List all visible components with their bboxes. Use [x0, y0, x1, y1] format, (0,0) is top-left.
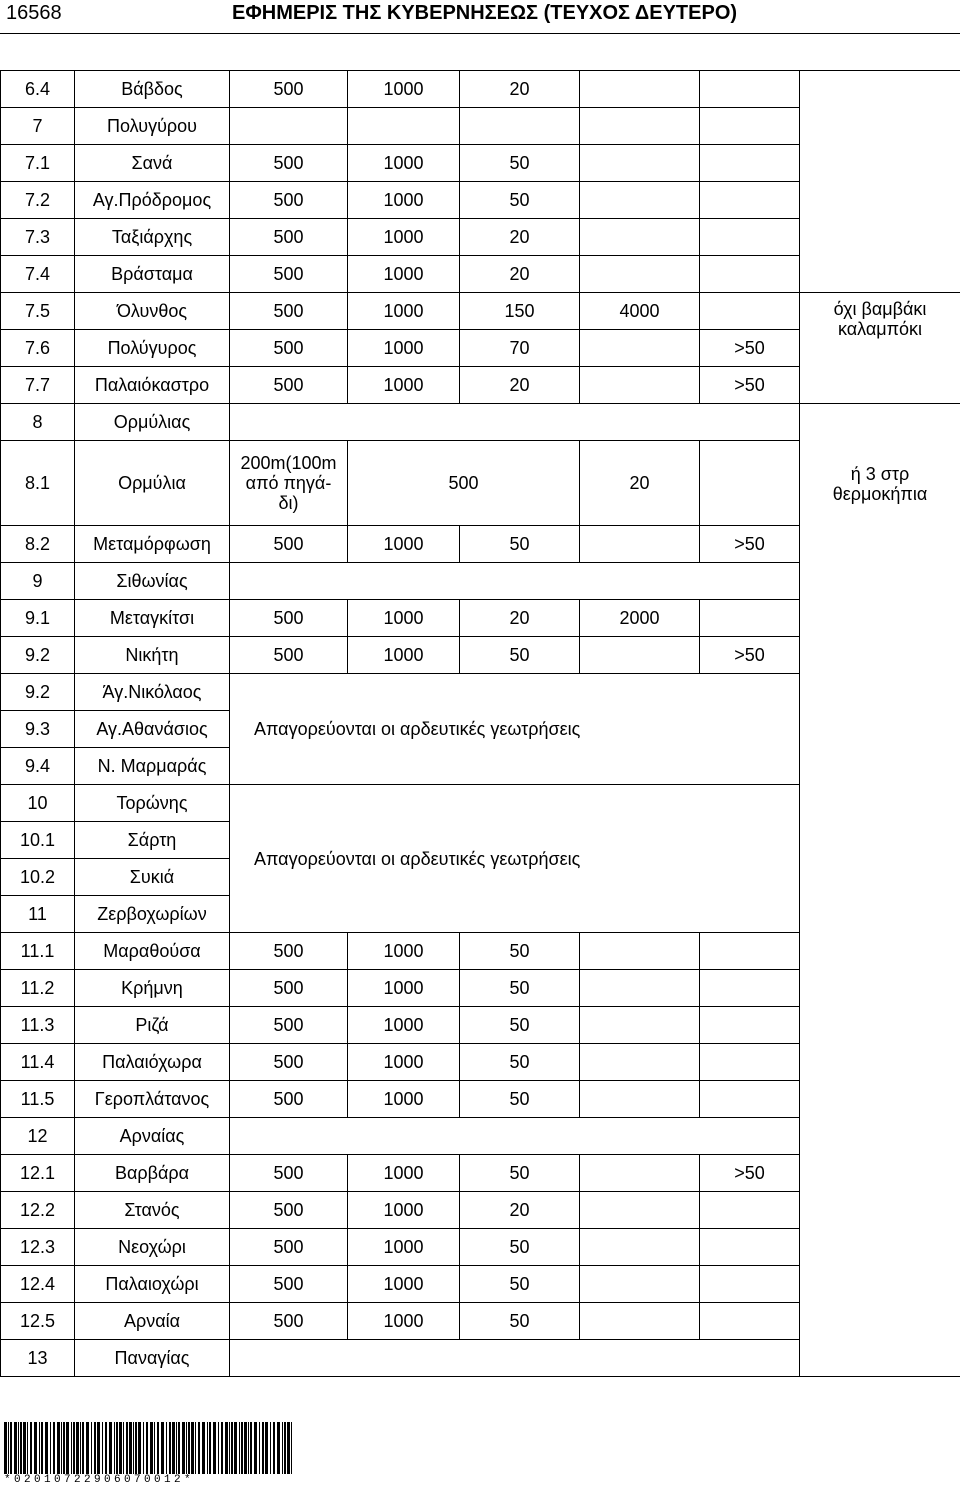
barcode-bar — [209, 1422, 211, 1474]
cell-no: 10 — [1, 785, 75, 822]
cell-c2: 1000 — [348, 1007, 460, 1044]
barcode-bar — [218, 1422, 219, 1474]
cell-c1: 500 — [230, 1229, 348, 1266]
cell-c4 — [580, 526, 700, 563]
cell-c5 — [700, 1007, 800, 1044]
cell-c4 — [580, 1081, 700, 1118]
barcode-bar — [265, 1422, 268, 1474]
note-line: ή 3 στρ — [850, 464, 910, 484]
cell-name: Τορώνης — [75, 785, 230, 822]
barcode-bar — [259, 1422, 260, 1474]
cell-name: Μεταγκίτσι — [75, 600, 230, 637]
cell-name: Ορμύλια — [75, 441, 230, 526]
cell-no: 7.1 — [1, 145, 75, 182]
cell-c1: 500 — [230, 367, 348, 404]
cell-c1: 500 — [230, 1155, 348, 1192]
cell-c4 — [580, 1266, 700, 1303]
cell-c2: 1000 — [348, 330, 460, 367]
cell-no: 11 — [1, 896, 75, 933]
barcode — [4, 1422, 296, 1474]
cell-c2: 1000 — [348, 1155, 460, 1192]
cell-no: 7.7 — [1, 367, 75, 404]
barcode-bar — [287, 1422, 290, 1474]
cell-line: δι) — [278, 493, 299, 513]
cell-c1: 500 — [230, 600, 348, 637]
barcode-bar — [143, 1422, 144, 1474]
table-row — [1, 404, 960, 441]
barcode-bar — [262, 1422, 264, 1474]
barcode-bar — [94, 1422, 96, 1474]
cell-c5 — [700, 108, 800, 145]
cell-c5 — [700, 600, 800, 637]
cell-name: Παλαιόχωρα — [75, 1044, 230, 1081]
cell-name: Ορμύλιας — [75, 404, 230, 441]
cell-c1: 500 — [230, 145, 348, 182]
cell-c2: 1000 — [348, 637, 460, 674]
cell-no: 12.4 — [1, 1266, 75, 1303]
cell-c1 — [230, 108, 348, 145]
cell-c5 — [700, 1266, 800, 1303]
cell-no: 9.2 — [1, 637, 75, 674]
cell-line: 200m(100m — [240, 453, 337, 473]
barcode-bar — [207, 1422, 208, 1474]
cell-c3: 20 — [460, 256, 580, 293]
barcode-bar — [234, 1422, 237, 1474]
cell-c5: >50 — [700, 367, 800, 404]
cell-c2: 1000 — [348, 600, 460, 637]
cell-name: Σιθωνίας — [75, 563, 230, 600]
note-ormylia — [800, 404, 960, 1377]
cell-c1: 500 — [230, 1044, 348, 1081]
barcode-bar — [109, 1422, 112, 1474]
cell-no: 11.1 — [1, 933, 75, 970]
barcode-bar — [161, 1422, 164, 1474]
barcode-bar — [129, 1422, 132, 1474]
cell-name: Αγ.Πρόδρομος — [75, 182, 230, 219]
cell-c3 — [460, 108, 580, 145]
cell-c1: 500 — [230, 256, 348, 293]
cell-c4 — [580, 1007, 700, 1044]
cell-c2: 1000 — [348, 970, 460, 1007]
cell-c5: >50 — [700, 526, 800, 563]
cell-name: Ριζά — [75, 1007, 230, 1044]
cell-name: Άγ.Νικόλαος — [75, 674, 230, 711]
barcode-bar — [61, 1422, 62, 1474]
cell-name: Συκιά — [75, 859, 230, 896]
note-line: καλαμπόκι — [837, 319, 923, 339]
cell-c1: 500 — [230, 219, 348, 256]
wells-table — [0, 70, 960, 1377]
barcode-bar — [176, 1422, 177, 1474]
barcode-bar — [202, 1422, 205, 1474]
barcode-bar — [57, 1422, 60, 1474]
barcode-bar — [119, 1422, 122, 1474]
barcode-bar — [50, 1422, 51, 1474]
barcode-bar — [10, 1422, 12, 1474]
cell-no: 12.2 — [1, 1192, 75, 1229]
cell-name: Βράσταμα — [75, 256, 230, 293]
cell-c3: 20 — [460, 71, 580, 108]
cell-c4: 20 — [580, 441, 700, 526]
cell-empty — [230, 563, 800, 600]
cell-c1: 500 — [230, 293, 348, 330]
cell-name: Αγ.Αθανάσιος — [75, 711, 230, 748]
cell-c1: 500 — [230, 637, 348, 674]
barcode-bar — [66, 1422, 69, 1474]
barcode-bar — [82, 1422, 84, 1474]
barcode-bar — [213, 1422, 216, 1474]
cell-no: 8.2 — [1, 526, 75, 563]
cell-c5: >50 — [700, 637, 800, 674]
barcode-bar — [270, 1422, 271, 1474]
cell-c5: >50 — [700, 1155, 800, 1192]
ban-notice-1: Απαγορεύονται οι αρδευτικές γεωτρήσεις — [230, 674, 800, 785]
cell-c2: 1000 — [348, 933, 460, 970]
cell-line: από πηγά- — [245, 473, 332, 493]
cell-empty — [230, 1118, 800, 1155]
barcode-bar — [291, 1422, 292, 1474]
barcode-bar — [30, 1422, 32, 1474]
cell-c4 — [580, 1044, 700, 1081]
cell-c3: 20 — [460, 219, 580, 256]
barcode-bar — [254, 1422, 257, 1474]
barcode-bar — [195, 1422, 196, 1474]
cell-c2: 1000 — [348, 1266, 460, 1303]
cell-c3: 50 — [460, 182, 580, 219]
cell-name: Σανά — [75, 145, 230, 182]
barcode-bar — [221, 1422, 223, 1474]
cell-c1: 500 — [230, 1192, 348, 1229]
cell-c4 — [580, 71, 700, 108]
cell-no: 9.4 — [1, 748, 75, 785]
barcode-bar — [73, 1422, 75, 1474]
barcode-bar — [63, 1422, 65, 1474]
barcode-bar — [45, 1422, 48, 1474]
barcode-bar — [198, 1422, 200, 1474]
cell-c1: 500 — [230, 71, 348, 108]
cell-c2: 1000 — [348, 1229, 460, 1266]
barcode-bar — [123, 1422, 124, 1474]
cell-c3: 50 — [460, 1044, 580, 1081]
cell-no: 11.4 — [1, 1044, 75, 1081]
cell-c4 — [580, 933, 700, 970]
cell-c1: 500 — [230, 970, 348, 1007]
cell-name: Βάβδος — [75, 71, 230, 108]
barcode-bar — [14, 1422, 17, 1474]
ban-notice-2: Απαγορεύονται οι αρδευτικές γεωτρήσεις — [230, 785, 800, 933]
cell-c2: 1000 — [348, 1303, 460, 1340]
barcode-bar — [248, 1422, 249, 1474]
barcode-bar — [114, 1422, 115, 1474]
cell-c5 — [700, 71, 800, 108]
cell-c4: 2000 — [580, 600, 700, 637]
barcode-bar — [34, 1422, 37, 1474]
cell-no: 7.6 — [1, 330, 75, 367]
barcode-bar — [244, 1422, 247, 1474]
cell-c2: 1000 — [348, 526, 460, 563]
cell-no: 11.5 — [1, 1081, 75, 1118]
barcode-bar — [27, 1422, 28, 1474]
cell-c4 — [580, 1192, 700, 1229]
cell-c5 — [700, 1303, 800, 1340]
cell-c5 — [700, 1081, 800, 1118]
cell-no: 10.2 — [1, 859, 75, 896]
barcode-bar — [18, 1422, 19, 1474]
barcode-bar — [102, 1422, 103, 1474]
cell-no: 12.5 — [1, 1303, 75, 1340]
cell-c4 — [580, 637, 700, 674]
cell-c2: 1000 — [348, 145, 460, 182]
barcode-bar — [135, 1422, 137, 1474]
cell-name: Στανός — [75, 1192, 230, 1229]
cell-c3: 50 — [460, 1303, 580, 1340]
barcode-bar — [231, 1422, 233, 1474]
cell-c3: 50 — [460, 1155, 580, 1192]
cell-name: Σάρτη — [75, 822, 230, 859]
cell-c1: 500 — [230, 526, 348, 563]
barcode-bar — [41, 1422, 43, 1474]
cell-c3: 50 — [460, 1266, 580, 1303]
cell-c1: 500 — [230, 1303, 348, 1340]
barcode-bar — [80, 1422, 81, 1474]
table-row — [1, 71, 960, 108]
barcode-digits: *02010722906070012* — [4, 1474, 195, 1486]
barcode-bar — [23, 1422, 26, 1474]
cell-name: Βαρβάρα — [75, 1155, 230, 1192]
cell-empty — [230, 404, 800, 441]
cell-no: 12.3 — [1, 1229, 75, 1266]
cell-empty — [230, 1340, 800, 1377]
cell-c2: 1000 — [348, 367, 460, 404]
header-rule — [0, 33, 960, 34]
cell-name: Γεροπλάτανος — [75, 1081, 230, 1118]
cell-c4 — [580, 1303, 700, 1340]
cell-no: 11.2 — [1, 970, 75, 1007]
cell-c1: 500 — [230, 1081, 348, 1118]
cell-no: 10.1 — [1, 822, 75, 859]
cell-c4 — [580, 182, 700, 219]
cell-c1: 500 — [230, 1266, 348, 1303]
barcode-bar — [186, 1422, 187, 1474]
cell-c5 — [700, 1229, 800, 1266]
cell-name: Ζερβοχωρίων — [75, 896, 230, 933]
cell-no: 9.2 — [1, 674, 75, 711]
note-line: όχι βαμβάκι — [833, 299, 927, 319]
cell-no: 7.3 — [1, 219, 75, 256]
cell-c4 — [580, 1155, 700, 1192]
cell-c3: 50 — [460, 1007, 580, 1044]
barcode-bar — [97, 1422, 100, 1474]
cell-c2: 1000 — [348, 256, 460, 293]
barcode-bar — [86, 1422, 89, 1474]
cell-c2: 1000 — [348, 182, 460, 219]
barcode-bar — [188, 1422, 190, 1474]
cell-c3: 20 — [460, 600, 580, 637]
barcode-bar — [126, 1422, 128, 1474]
cell-c5 — [700, 182, 800, 219]
cell-no: 6.4 — [1, 71, 75, 108]
cell-c1: 500 — [230, 1007, 348, 1044]
cell-c5 — [700, 1044, 800, 1081]
cell-empty — [700, 441, 960, 526]
barcode-bar — [182, 1422, 185, 1474]
cell-no: 8 — [1, 404, 75, 441]
cell-name: Μαραθούσα — [75, 933, 230, 970]
cell-name: Ν. Μαρμαράς — [75, 748, 230, 785]
cell-c3: 50 — [460, 1081, 580, 1118]
cell-c3: 50 — [460, 526, 580, 563]
cell-c5 — [700, 1192, 800, 1229]
cell-no: 13 — [1, 1340, 75, 1377]
cell-c4 — [580, 330, 700, 367]
cell-c3: 50 — [460, 637, 580, 674]
cell-name: Όλυνθος — [75, 293, 230, 330]
cell-c5 — [700, 145, 800, 182]
cell-no: 7.5 — [1, 293, 75, 330]
table-row — [1, 293, 960, 330]
barcode-bar — [225, 1422, 228, 1474]
table-row — [1, 441, 960, 526]
cell-no: 7.2 — [1, 182, 75, 219]
cell-name: Νεοχώρι — [75, 1229, 230, 1266]
cell-c4 — [580, 219, 700, 256]
cell-c2: 1000 — [348, 71, 460, 108]
cell-no: 9.3 — [1, 711, 75, 748]
cell-name: Αρναίας — [75, 1118, 230, 1155]
barcode-bar — [250, 1422, 252, 1474]
cell-c4 — [580, 367, 700, 404]
barcode-bar — [71, 1422, 72, 1474]
barcode-bar — [239, 1422, 240, 1474]
cell-c2: 1000 — [348, 1192, 460, 1229]
gazette-title: ΕΦΗΜΕΡΙΣ ΤΗΣ ΚΥΒΕΡΝΗΣΕΩΣ (ΤΕΥΧΟΣ ΔΕΥΤΕΡΟ) — [232, 2, 738, 24]
barcode-bar — [138, 1422, 141, 1474]
cell-c3: 150 — [460, 293, 580, 330]
barcode-bar — [91, 1422, 92, 1474]
cell-c3: 20 — [460, 1192, 580, 1229]
cell-c2: 1000 — [348, 219, 460, 256]
cell-c5 — [700, 970, 800, 1007]
barcode-bar — [284, 1422, 286, 1474]
cell-c5 — [700, 256, 800, 293]
barcode-bar — [146, 1422, 148, 1474]
cell-c1: 500 — [230, 330, 348, 367]
cell-name: Πολυγύρου — [75, 108, 230, 145]
cell-no: 11.3 — [1, 1007, 75, 1044]
notes-empty — [800, 71, 960, 293]
barcode-bar — [241, 1422, 243, 1474]
barcode-bar — [191, 1422, 194, 1474]
cell-c5 — [700, 219, 800, 256]
cell-no: 9 — [1, 563, 75, 600]
cell-c4 — [580, 256, 700, 293]
cell-c3: 50 — [460, 145, 580, 182]
barcode-bar — [4, 1422, 7, 1474]
note-olynthos — [800, 293, 960, 404]
barcode-bar — [39, 1422, 40, 1474]
barcode-bar — [20, 1422, 22, 1474]
cell-c2: 1000 — [348, 1044, 460, 1081]
cell-c4 — [580, 145, 700, 182]
barcode-bar — [105, 1422, 107, 1474]
barcode-bar — [172, 1422, 175, 1474]
barcode-bar — [282, 1422, 283, 1474]
page-number: 16568 — [6, 2, 62, 24]
barcode-bar — [133, 1422, 134, 1474]
cell-name: Παλαιόκαστρο — [75, 367, 230, 404]
cell-c4 — [580, 108, 700, 145]
barcode-bar — [157, 1422, 159, 1474]
cell-c3: 50 — [460, 970, 580, 1007]
cell-no: 7.4 — [1, 256, 75, 293]
barcode-bar — [8, 1422, 9, 1474]
cell-c4 — [580, 970, 700, 1007]
cell-name: Κρήμνη — [75, 970, 230, 1007]
barcode-bar — [169, 1422, 171, 1474]
cell-no: 8.1 — [1, 441, 75, 526]
cell-name: Παλαιοχώρι — [75, 1266, 230, 1303]
barcode-bar — [53, 1422, 55, 1474]
cell-c3: 20 — [460, 367, 580, 404]
cell-c2: 1000 — [348, 293, 460, 330]
barcode-bar — [154, 1422, 155, 1474]
cell-no: 12 — [1, 1118, 75, 1155]
barcode-bar — [178, 1422, 180, 1474]
cell-c5 — [700, 293, 800, 330]
cell-c1 — [230, 441, 348, 526]
cell-c3: 50 — [460, 933, 580, 970]
cell-c1: 500 — [230, 182, 348, 219]
cell-c5: >50 — [700, 330, 800, 367]
cell-name: Μεταμόρφωση — [75, 526, 230, 563]
cell-c4: 4000 — [580, 293, 700, 330]
cell-c3: 70 — [460, 330, 580, 367]
barcode-bar — [277, 1422, 280, 1474]
cell-c1: 500 — [230, 933, 348, 970]
cell-c2: 1000 — [348, 1081, 460, 1118]
barcode-bar — [273, 1422, 275, 1474]
cell-c4 — [580, 1229, 700, 1266]
cell-name: Αρναία — [75, 1303, 230, 1340]
cell-name: Πολύγυρος — [75, 330, 230, 367]
cell-no: 12.1 — [1, 1155, 75, 1192]
barcode-bar — [229, 1422, 230, 1474]
barcode-bar — [116, 1422, 118, 1474]
note-line: θερμοκήπια — [832, 484, 928, 504]
cell-name: Ταξιάρχης — [75, 219, 230, 256]
cell-c5 — [700, 933, 800, 970]
cell-no: 7 — [1, 108, 75, 145]
barcode-bar — [76, 1422, 79, 1474]
cell-c2 — [348, 108, 460, 145]
cell-name: Νικήτη — [75, 637, 230, 674]
barcode-bar — [150, 1422, 153, 1474]
cell-name: Παναγίας — [75, 1340, 230, 1377]
cell-c3: 50 — [460, 1229, 580, 1266]
cell-c3: 500 — [348, 441, 580, 526]
cell-no: 9.1 — [1, 600, 75, 637]
barcode-bar — [166, 1422, 167, 1474]
